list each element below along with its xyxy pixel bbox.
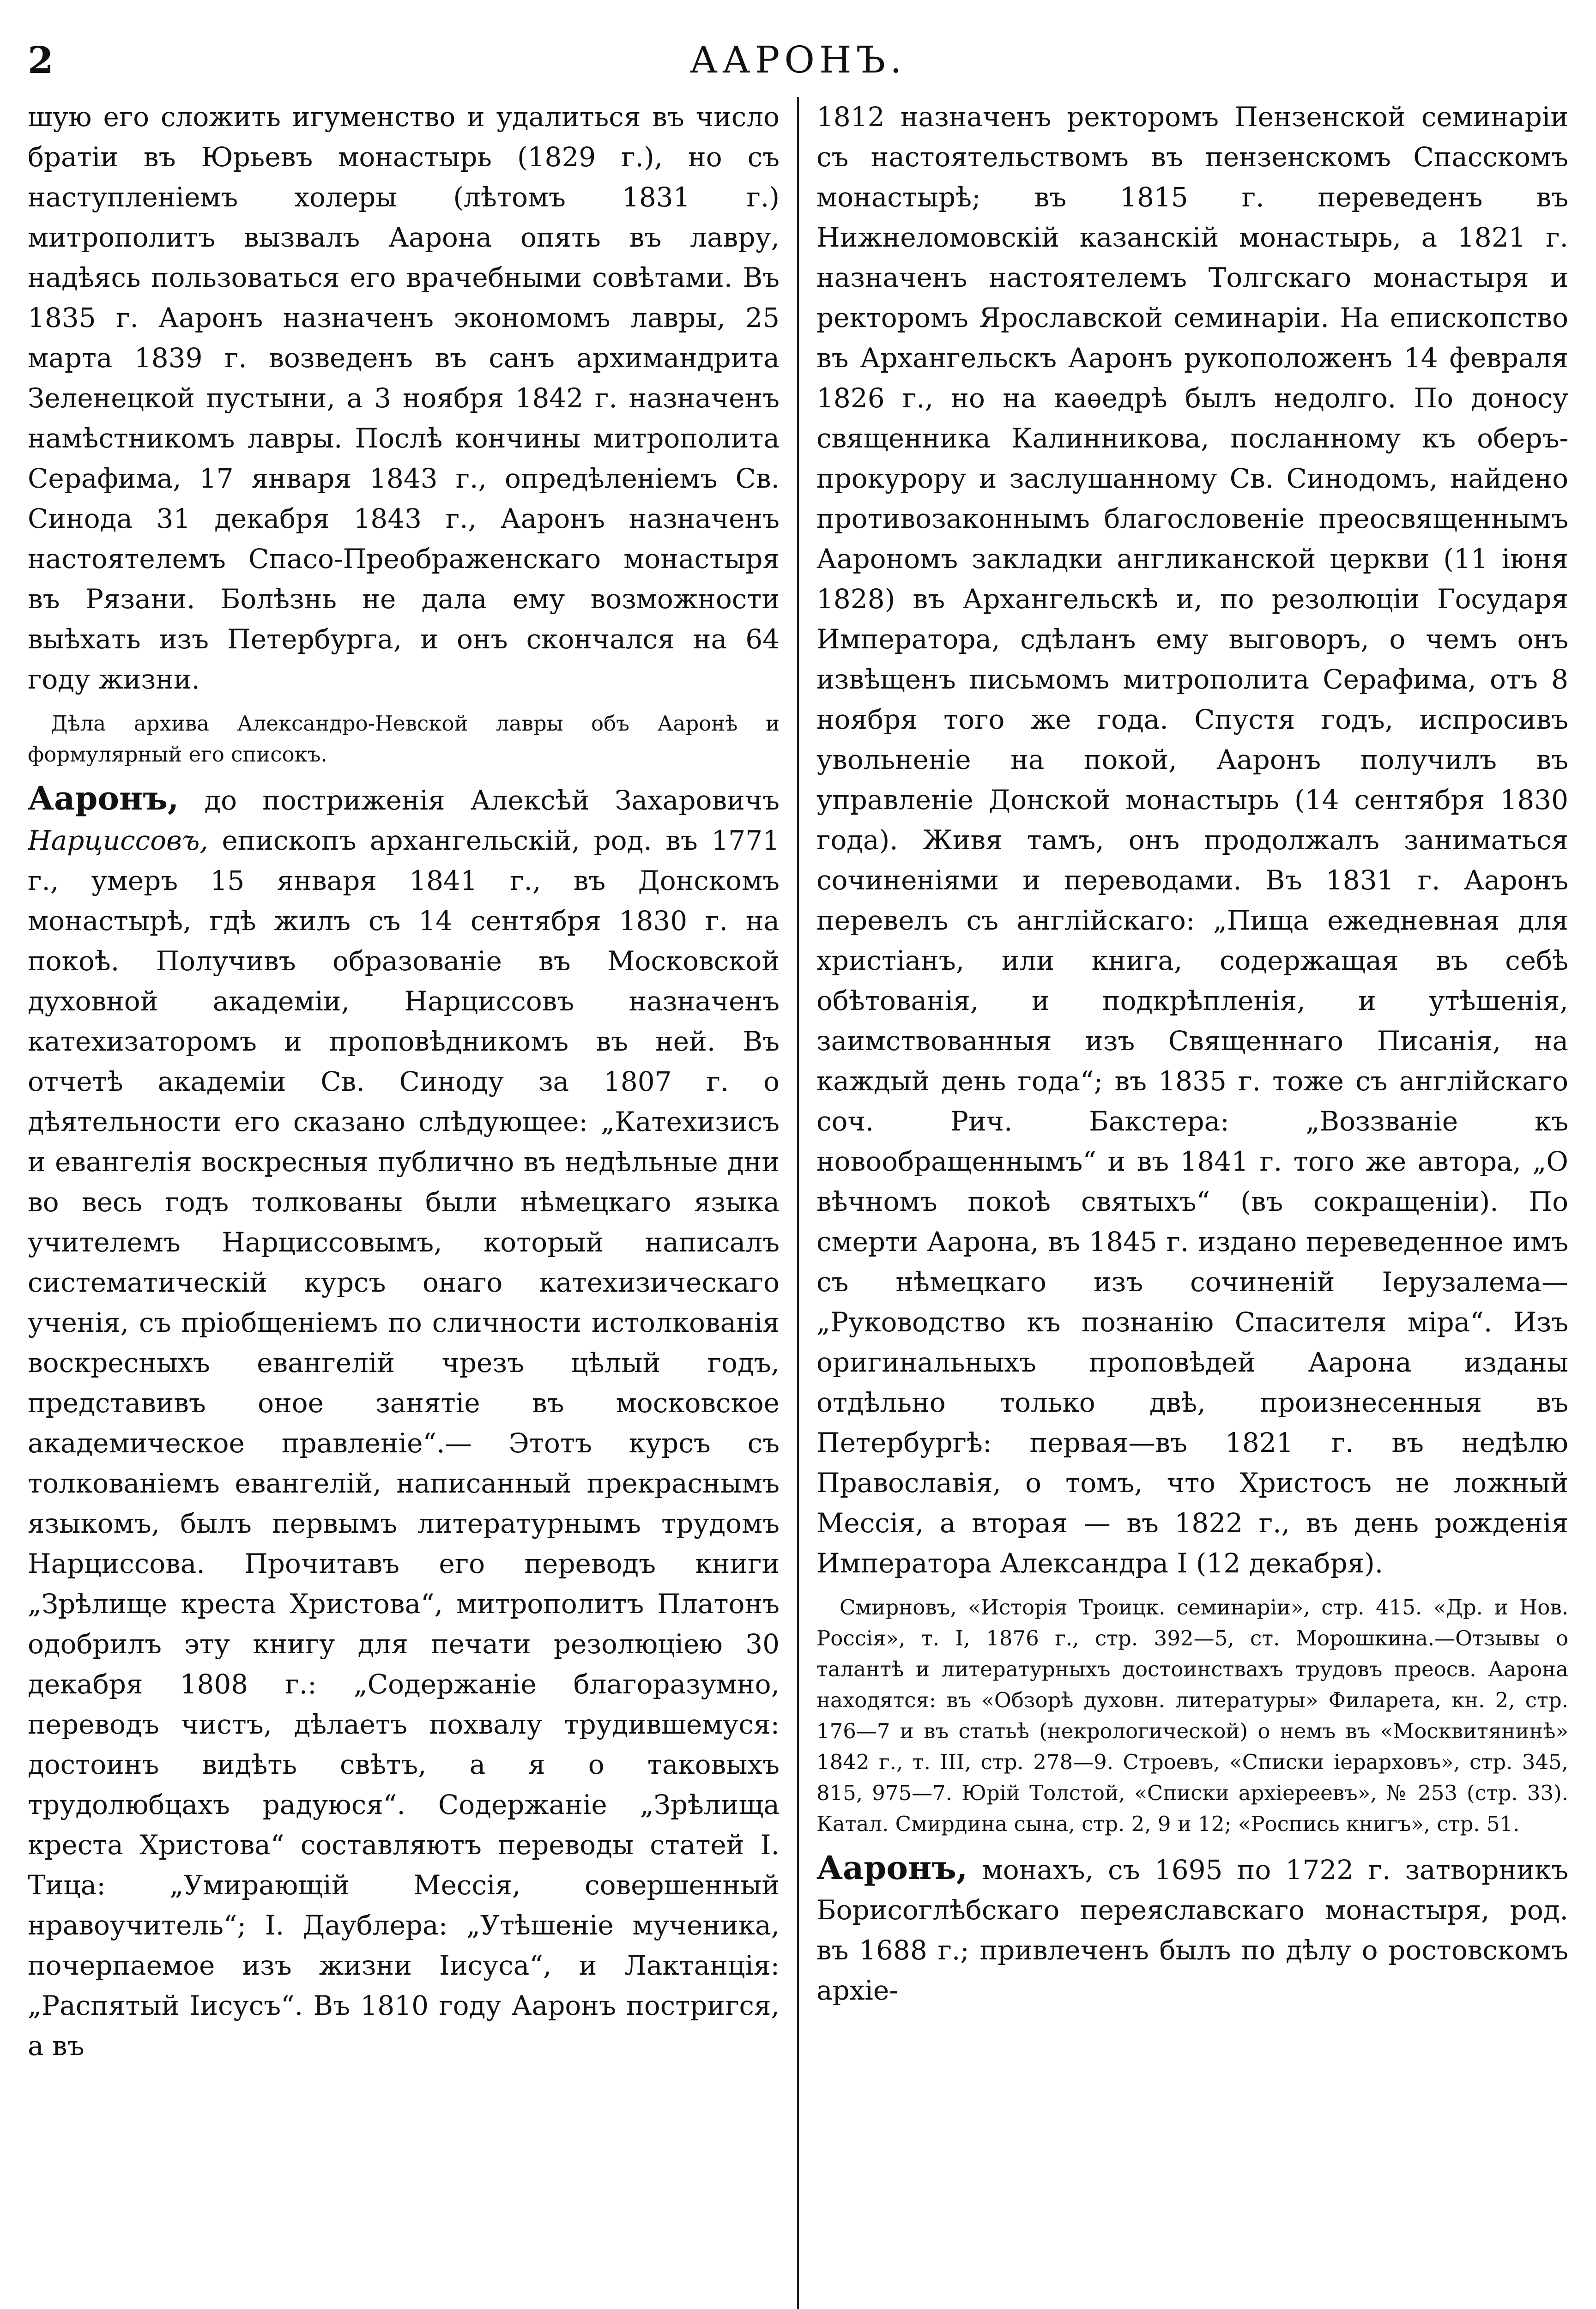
entry-text: монахъ, съ 1695 по 1722 г. затворникъ Борисоглѣбскаго переяславскаго монастыря, род. въ 1688 г.; привлеченъ былъ по дѣлу о ростовскомъ архіе- <box>816 1854 1568 2006</box>
entry-aaron-narcissov <box>28 778 780 2066</box>
text-columns <box>28 97 1568 2309</box>
left-column <box>28 97 780 2309</box>
source-note: Дѣла архива Александро-Невской лавры объ Ааронѣ и формулярный его списокъ. <box>28 711 780 767</box>
page-number: 2 <box>28 38 54 82</box>
entry-text-part-a: до постриженія Алексѣй Захаровичъ <box>179 785 780 816</box>
entry-headword: Ааронъ, <box>816 1849 968 1887</box>
column-divider <box>797 97 799 2309</box>
dictionary-page <box>28 32 1568 2309</box>
entry-surname: Нарциссовъ, <box>28 825 208 856</box>
entry-aaron-monk <box>816 1848 1568 2011</box>
right-column <box>816 97 1568 2309</box>
entry-continuation-paragraph: шую его сложить игуменство и удалиться въ число братіи въ Юрьевъ монастырь (1829 г.), но съ наступленіемъ холеры (лѣтомъ 1831 г.) митрополитъ вызвалъ Аарона опять въ лавру, надѣясь пользоваться его врачебными совѣтами. Въ 1835 г. Ааронъ назначенъ экономомъ лавры, 25 марта 1839 г. возведенъ въ санъ архимандрита Зеленецкой пустыни, а 3 ноября 1842 г. назначенъ намѣстникомъ лавры. Послѣ кончины митрополита Серафима, 17 января 1843 г., опредѣленіемъ Св. Синода 31 декабря 1843 г., Ааронъ назначенъ настоятелемъ Спасо-Преображенскаго монастыря въ Рязани. Болѣзнь не дала ему возможности выѣхать изъ Петербурга, и онъ скончался на 64 году жизни. <box>28 101 780 695</box>
running-head: ААРОНЪ. <box>689 38 907 81</box>
entry-headword: Ааронъ, <box>28 779 179 817</box>
bibliography-note: Смирновъ, «Исторія Троицк. семинаріи», стр. 415. «Др. и Нов. Россія», т. I, 1876 г., стр. 392—5, ст. Морошкина.—Отзывы о талантѣ и литературныхъ достоинствахъ трудовъ преосв. Аарона находятся: въ «Обзорѣ духовн. литературы» Филарета, кн. 2, стр. 176—7 и въ статьѣ (некрологической) о немъ въ «Москвитянинѣ» 1842 г., т. III, стр. 278—9. Строевъ, «Списки іерарховъ», стр. 345, 815, 975—7. Юрій Толстой, «Списки архіереевъ», № 253 (стр. 33). Катал. Смирдина сына, стр. 2, 9 и 12; «Роспись книгъ», стр. 51. <box>816 1595 1568 1836</box>
entry-continuation-paragraph: 1812 назначенъ ректоромъ Пензенской семинаріи съ настоятельствомъ въ пензенскомъ Спасскомъ монастырѣ; въ 1815 г. переведенъ въ Нижнеломовскій казанскій монастырь, а 1821 г. назначенъ настоятелемъ Толгскаго монастыря и ректоромъ Ярославской семинаріи. На епископство въ Архангельскъ Ааронъ рукоположенъ 14 февраля 1826 г., но на каѳедрѣ былъ недолго. По доносу священника Калинникова, посланному къ оберъ-прокурору и заслушанному Св. Синодомъ, найдено противозаконнымъ благословеніе преосвященнымъ Аарономъ закладки англиканской церкви (11 іюня 1828) въ Архангельскѣ и, по резолюціи Государя Императора, сдѣланъ ему выговоръ, о чемъ онъ извѣщенъ письмомъ митрополита Серафима, отъ 8 ноября того же года. Спустя годъ, испросивъ увольненіе на покой, Ааронъ получилъ въ управленіе Донской монастырь (14 сентября 1830 года). Живя тамъ, онъ продолжалъ заниматься сочиненіями и переводами. Въ 1831 г. Ааронъ перевелъ съ англійскаго: „Пища ежедневная для христіанъ, или книга, содержащая въ себѣ обѣтованія, и подкрѣпленія, и утѣшенія, заимствованныя изъ Священнаго Писанія, на каждый день года“; въ 1835 г. тоже съ англійскаго соч. Рич. Бакстера: „Воззваніе къ новообращеннымъ“ и въ 1841 г. того же автора, „О вѣчномъ покоѣ святыхъ“ (въ сокращеніи). По смерти Аарона, въ 1845 г. издано переведенное имъ съ нѣмецкаго изъ сочиненій Іерузалема— „Руководство къ познанію Спасителя міра“. Изъ оригинальныхъ проповѣдей Аарона изданы отдѣльно только двѣ, произнесенныя въ Петербургѣ: первая—въ 1821 г. въ недѣлю Православія, о томъ, что Христосъ не ложный Мессія, а вторая — въ 1822 г., въ день рожденія Императора Александра I (12 декабря). <box>816 101 1568 1579</box>
page-header <box>28 32 1568 88</box>
entry-text-part-b: епископъ архангельскій, род. въ 1771 г., умеръ 15 января 1841 г., въ Донскомъ монастырѣ, гдѣ жилъ съ 14 сентября 1830 г. на покоѣ. Получивъ образованіе въ Московской духовной академіи, Нарциссовъ назначенъ катехизаторомъ и проповѣдникомъ въ ней. Въ отчетѣ академіи Св. Синоду за 1807 г. о дѣятельности его сказано слѣдующее: „Катехизисъ и евангелія воскресныя публично въ недѣльные дни во весь годъ толкованы были нѣмецкаго языка учителемъ Нарциссовымъ, который написалъ систематическій курсъ онаго катехизическаго ученія, съ пріобщеніемъ по сличности истолкованія воскресныхъ евангелій чрезъ цѣлый годъ, представивъ оное занятіе въ московское академическое правленіе“.— Этотъ курсъ съ толкованіемъ евангелій, написанный прекраснымъ языкомъ, былъ первымъ литературнымъ трудомъ Нарциссова. Прочитавъ его переводъ книги „Зрѣлище креста Христова“, митрополитъ Платонъ одобрилъ эту книгу для печати резолюціею 30 декабря 1808 г.: „Содержаніе благоразумно, переводъ чистъ, дѣлаетъ похвалу трудившемуся: достоинъ видѣть свѣтъ, а я о таковыхъ трудолюбцахъ радуюся“. Содержаніе „Зрѣлища креста Христова“ составляютъ переводы статей І. Тица: „Умирающій Мессія, совершенный нравоучитель“; І. Даублера: „Утѣшеніе мученика, почерпаемое изъ жизни Іисуса“, и Лактанція: „Распятый Іисусъ“. Въ 1810 году Ааронъ постригся, а въ <box>28 825 780 2061</box>
